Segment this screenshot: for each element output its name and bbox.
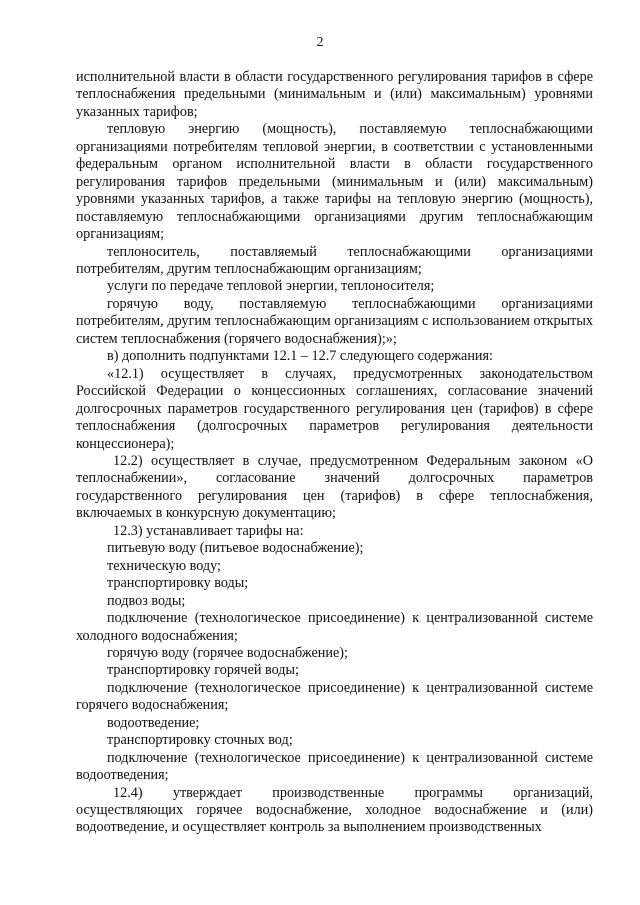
paragraph-1: исполнительной власти в области государственного регулирования тарифов в сфере теплоснабжения предельными (минимальным и (или) максимальным) уровнями указанных тарифов; xyxy=(76,69,593,120)
paragraph-18: водоотведение; xyxy=(107,714,200,731)
document-body xyxy=(76,69,593,837)
paragraph-9: 12.3) устанавливает тарифы на: xyxy=(113,522,304,539)
paragraph-4: услуги по передаче тепловой энергии, теплоносителя; xyxy=(107,278,435,295)
paragraph-7: «12.1) осуществляет в случаях, предусмотренных законодательством Российской Федерации о концессионных соглашениях, согласование значений долгосрочных параметров государственного регулирования цен (тарифов) в сфере теплоснабжения (долгосрочных параметров регулирования деятельности концессионера); xyxy=(76,365,593,452)
paragraph-11: техническую воду; xyxy=(107,557,221,574)
paragraph-12: транспортировку воды; xyxy=(107,575,249,592)
paragraph-21: 12.4) утверждает производственные программы организаций, осуществляющих горячее водоснабжение, холодное водоснабжение и (или) водоотведение, и осуществляет контроль за выполнением производственных xyxy=(76,784,593,836)
paragraph-15: горячую воду (горячее водоснабжение); xyxy=(107,644,348,661)
paragraph-10: питьевую воду (питьевое водоснабжение); xyxy=(107,540,364,557)
paragraph-2: тепловую энергию (мощность), поставляемую теплоснабжающими организациями потребителям тепловой энергии, в соответствии с установленными федеральным органом исполнительной власти в области государственного регулирования тарифов предельными (минимальным и (или) максимальным) уровнями указанных тарифов, а также тарифы на тепловую энергию (мощность), поставляемую теплоснабжающими организациями другим теплоснабжающим организациям; xyxy=(76,121,593,243)
paragraph-3: теплоноситель, поставляемый теплоснабжающими организациями потребителям, другим теплоснабжающим организациям; xyxy=(76,243,593,277)
paragraph-17: подключение (технологическое присоединение) к централизованной системе горячего водоснабжения; xyxy=(76,679,593,714)
paragraph-8: 12.2) осуществляет в случае, предусмотренном Федеральным законом «О теплоснабжении», согласование значений долгосрочных параметров государственного регулирования цен (тарифов) в сфере теплоснабжения, включаемых в конкурсную документацию; xyxy=(76,452,593,522)
paragraph-20: подключение (технологическое присоединение) к централизованной системе водоотведения; xyxy=(76,749,593,784)
page-number: 2 xyxy=(316,35,324,50)
paragraph-19: транспортировку сточных вод; xyxy=(107,732,293,749)
paragraph-14: подключение (технологическое присоединение) к централизованной системе холодного водоснабжения; xyxy=(76,610,593,644)
paragraph-13: подвоз воды; xyxy=(107,592,186,609)
paragraph-6: в) дополнить подпунктами 12.1 – 12.7 следующего содержания: xyxy=(107,348,493,365)
paragraph-5: горячую воду, поставляемую теплоснабжающими организациями потребителям, другим теплоснабжающим организациям с использованием открытых систем теплоснабжения (горячего водоснабжения);»; xyxy=(76,295,593,347)
paragraph-16: транспортировку горячей воды; xyxy=(107,662,299,679)
